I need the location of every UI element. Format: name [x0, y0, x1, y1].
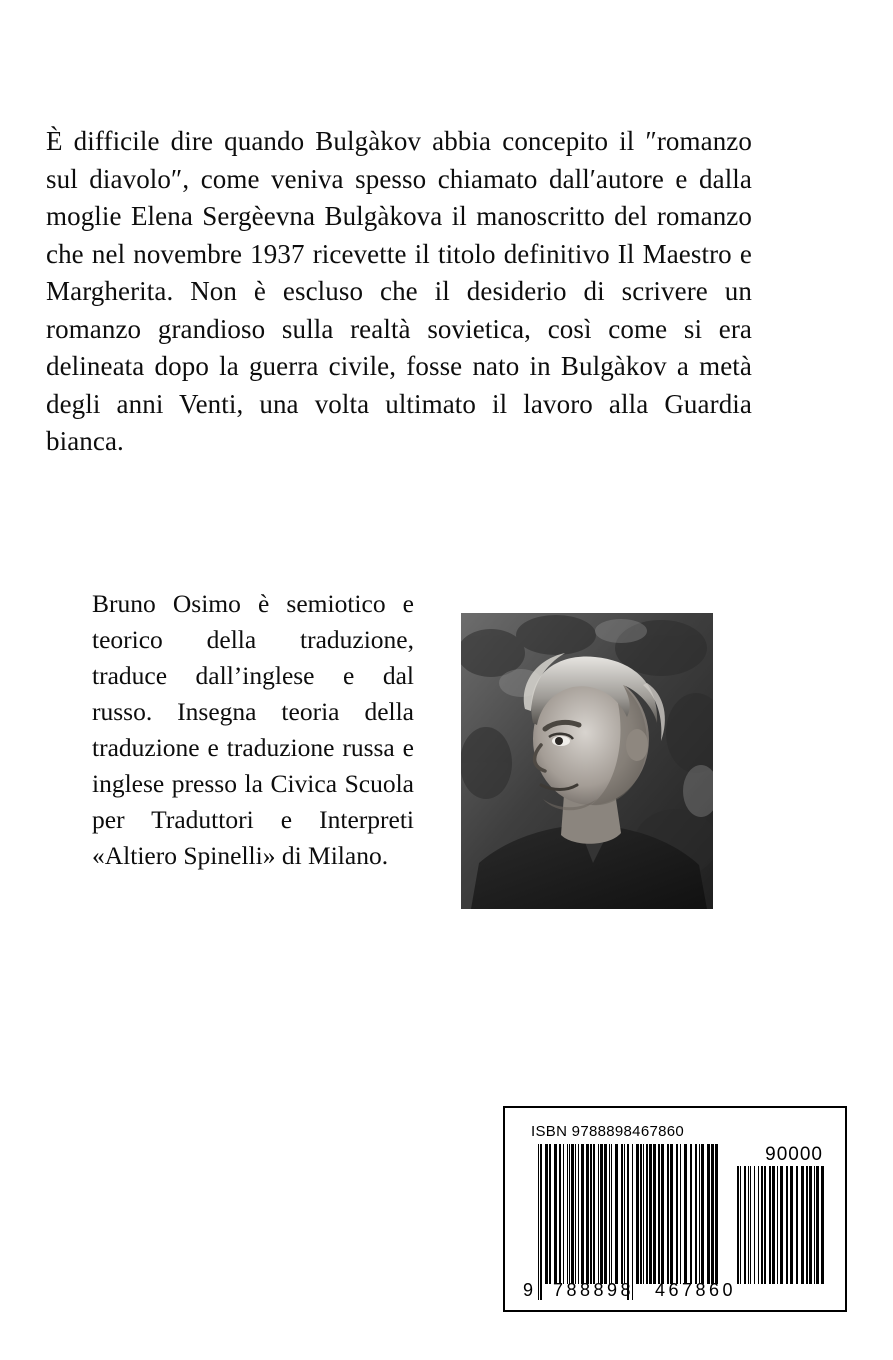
- ean5-addon-barcode: [737, 1166, 827, 1284]
- barcode-left-digits: 788898: [553, 1280, 635, 1300]
- barcode-addon-value: 90000: [765, 1144, 823, 1165]
- barcode-digits: [515, 1280, 737, 1302]
- author-bio-text: Bruno Osimo è semiotico e teorico della traduzione, traduce dall’inglese e dal russo. Insegna teoria della traduzione e traduzione russa e inglese presso la Civica Scuola per Traduttori e Interpreti «Altiero Spinelli» di Milano.: [92, 588, 414, 870]
- barcode-lead-digit: 9: [523, 1280, 534, 1300]
- barcode-right-digits: 467860: [655, 1280, 737, 1300]
- author-photo: [461, 613, 713, 909]
- isbn-label: ISBN 9788898467860: [531, 1123, 685, 1140]
- ean13-barcode: [538, 1144, 723, 1284]
- blurb-paragraph: È difficile dire quando Bulgàkov abbia concepito il ″romanzo sul diavolo″, come veniva spesso chiamato dall′autore e dalla moglie Elena Sergèevna Bulgàkova il manoscritto del romanzo che nel novembre 1937 ricevette il titolo definitivo Il Maestro e Margherita. Non è escluso che il desiderio di scrivere un romanzo grandioso sulla realtà sovietica, così come si era delineata dopo la guerra civile, fosse nato in Bulgàkov a metà degli anni Venti, una volta ultimato il lavoro alla Guardia bianca.: [46, 126, 752, 456]
- isbn-barcode-block: [503, 1106, 847, 1312]
